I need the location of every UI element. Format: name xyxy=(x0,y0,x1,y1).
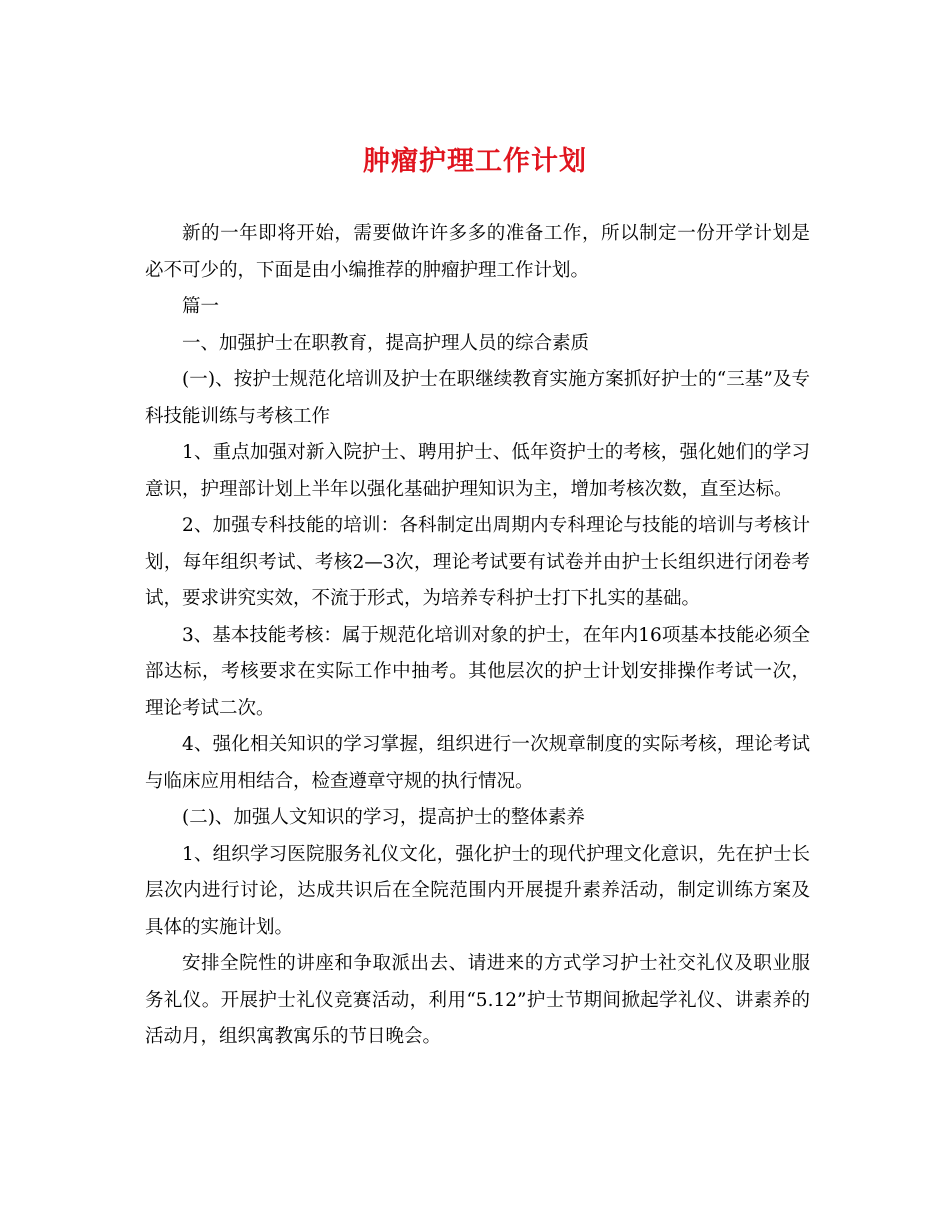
list-item-paragraph: 3、基本技能考核：属于规范化培训对象的护士，在年内16项基本技能必须全部达标，考核要求在实际工作中抽考。其他层次的护士计划安排操作考试一次，理论考试二次。 xyxy=(145,624,810,719)
list-item-paragraph: 1、组织学习医院服务礼仪文化，强化护士的现代护理文化意识，先在护士长层次内进行讨论，达成共识后在全院范围内开展提升素养活动，制定训练方案及具体的实施计划。 xyxy=(145,843,810,938)
section-heading: 一、加强护士在职教育，提高护理人员的综合素质 xyxy=(182,332,590,354)
list-item-paragraph: 2、加强专科技能的培训：各科制定出周期内专科理论与技能的培训与考核计划，每年组织考试、考核2—3次，理论考试要有试卷并由护士长组织进行闭卷考试，要求讲究实效，不流于形式，为培养专科护士打下扎实的基础。 xyxy=(145,515,810,609)
section-label: 篇一 xyxy=(182,296,220,317)
subsection-heading: (一)、按护士规范化培训及护士在职继续教育实施方案抓好护士的“三基”及专科技能训练与考核工作 xyxy=(145,369,810,427)
list-item-paragraph: 1、重点加强对新入院护士、聘用护士、低年资护士的考核，强化她们的学习意识，护理部计划上半年以强化基础护理知识为主，增加考核次数，直至达标。 xyxy=(145,442,810,500)
list-item-paragraph: 4、强化相关知识的学习掌握，组织进行一次规章制度的实际考核，理论考试与临床应用相结合，检查遵章守规的执行情况。 xyxy=(145,734,810,792)
document-title: 肿瘤护理工作计划 xyxy=(363,146,587,177)
subsection-heading: (二)、加强人文知识的学习，提高护士的整体素养 xyxy=(182,807,585,828)
document-body xyxy=(145,216,810,1056)
intro-paragraph: 新的一年即将开始，需要做许许多多的准备工作，所以制定一份开学计划是必不可少的，下面是由小编推荐的肿瘤护理工作计划。 xyxy=(145,223,810,281)
body-paragraph: 安排全院性的讲座和争取派出去、请进来的方式学习护士社交礼仪及职业服务礼仪。开展护士礼仪竞赛活动，利用“5.12”护士节期间掀起学礼仪、讲素养的活动月，组织寓教寓乐的节日晚会。 xyxy=(145,953,810,1047)
